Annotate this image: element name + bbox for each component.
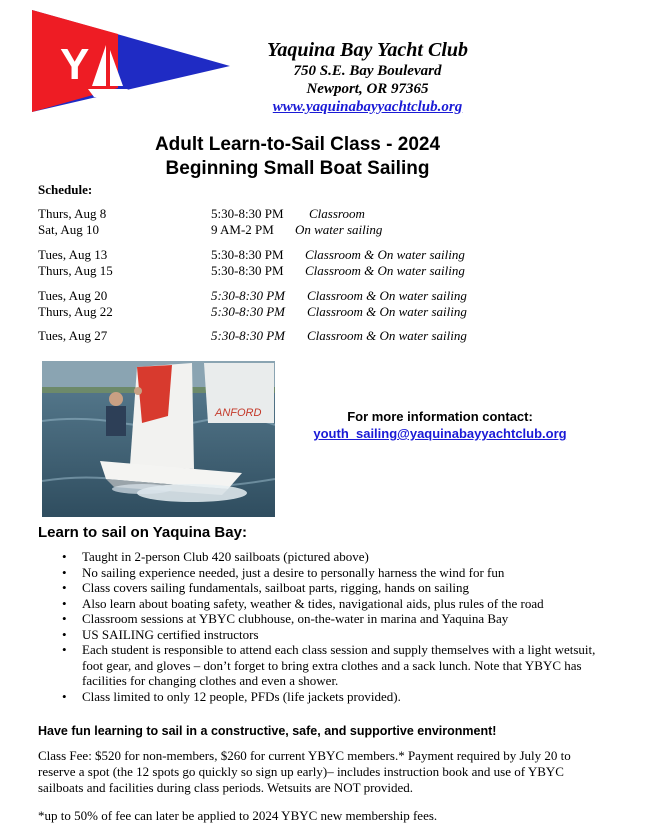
list-item: • Classroom sessions at YBYC clubhouse, on-the-water in marina and Yaquina Bay: [62, 611, 607, 627]
page-subtitle: Beginning Small Boat Sailing: [165, 158, 430, 179]
page-title: Adult Learn-to-Sail Class - 2024: [154, 134, 441, 155]
schedule-time: 5:30-8:30 PM: [211, 247, 284, 262]
schedule-time: 5:30-8:30 PM: [211, 328, 286, 343]
schedule-row: [38, 288, 598, 304]
club-website-link[interactable]: www.yaquinabayyachtclub.org: [272, 99, 463, 115]
list-item: • Also learn about boating safety, weather & tides, navigational aids, plus rules of the road: [62, 596, 607, 612]
fun-tagline: Have fun learning to sail in a constructive, safe, and supportive environment!: [38, 724, 497, 738]
schedule-activity: Classroom & On water sailing: [305, 263, 465, 278]
learn-bullet-list: [62, 549, 607, 704]
schedule-row: [38, 206, 598, 222]
contact-email-link[interactable]: youth_sailing@yaquinabayyachtclub.org: [313, 426, 567, 441]
club-city: Newport, OR 97365: [306, 81, 429, 97]
schedule-time: 9 AM-2 PM: [211, 222, 274, 237]
schedule-activity: On water sailing: [295, 222, 383, 237]
schedule-row: [38, 222, 598, 238]
schedule-row: [38, 263, 598, 279]
club-name: Yaquina Bay Yacht Club: [267, 39, 468, 61]
learn-heading: Learn to sail on Yaquina Bay:: [38, 524, 247, 541]
club-burgee-logo: [30, 8, 230, 113]
schedule-date: Thurs, Aug 15: [38, 263, 113, 278]
schedule-group-2: [38, 247, 598, 279]
schedule-row: [38, 247, 598, 263]
schedule-activity: Classroom & On water sailing: [307, 328, 467, 343]
sailboat-photo: [42, 361, 275, 517]
schedule-activity: Classroom & On water sailing: [307, 304, 467, 319]
club-address: 750 S.E. Bay Boulevard: [293, 63, 442, 79]
list-item: • No sailing experience needed, just a desire to personally harness the wind for fun: [62, 565, 607, 581]
list-item: • Each student is responsible to attend each class session and supply themselves with a light wetsuit, foot gear, and gloves – don’t forget to bring extra clothes and a sack lunch. Note that YBYC has facilities for changing clothes and even a shower.: [62, 642, 607, 689]
schedule-row: [38, 328, 598, 344]
contact-label: For more information contact:: [347, 409, 533, 424]
class-fee-paragraph: Class Fee: $520 for non-members, $260 for current YBYC members.* Payment required by July 20 to reserve a spot (the 12 spots go quickly so sign up early)– includes instruction book and use of YBYC sailboats and facilities during class periods. Wetsuits are NOT provided.: [38, 748, 571, 795]
schedule-date: Thurs, Aug 22: [38, 304, 113, 319]
list-item: • Class limited to only 12 people, PFDs (life jackets provided).: [62, 689, 607, 705]
burgee-letter: Y: [60, 40, 90, 89]
schedule-date: Sat, Aug 10: [38, 222, 100, 237]
schedule-group-1: [38, 206, 598, 238]
schedule-time: 5:30-8:30 PM: [211, 263, 284, 278]
schedule-group-3: [38, 288, 598, 320]
schedule-date: Tues, Aug 13: [38, 247, 108, 262]
schedule-time: 5:30-8:30 PM: [211, 206, 284, 221]
schedule-activity: Classroom & On water sailing: [305, 247, 465, 262]
schedule-date: Tues, Aug 20: [38, 288, 108, 303]
schedule-activity: Classroom & On water sailing: [307, 288, 467, 303]
club-header: [240, 38, 495, 117]
list-item: • Class covers sailing fundamentals, sailboat parts, rigging, hands on sailing: [62, 580, 607, 596]
sail-lettering: ANFORD: [215, 407, 262, 419]
schedule-date: Thurs, Aug 8: [38, 206, 107, 221]
contact-block: [290, 408, 590, 442]
schedule-row: [38, 304, 598, 320]
list-item: • Taught in 2-person Club 420 sailboats (pictured above): [62, 549, 607, 565]
schedule-time: 5:30-8:30 PM: [211, 304, 286, 319]
schedule-date: Tues, Aug 27: [38, 328, 108, 343]
schedule-time: 5:30-8:30 PM: [211, 288, 286, 303]
list-item: • US SAILING certified instructors: [62, 627, 607, 643]
schedule-group-4: [38, 328, 598, 344]
fee-footnote: *up to 50% of fee can later be applied to 2024 YBYC new membership fees.: [38, 808, 438, 823]
schedule-activity: Classroom: [309, 206, 365, 221]
schedule-label: Schedule:: [38, 182, 93, 197]
